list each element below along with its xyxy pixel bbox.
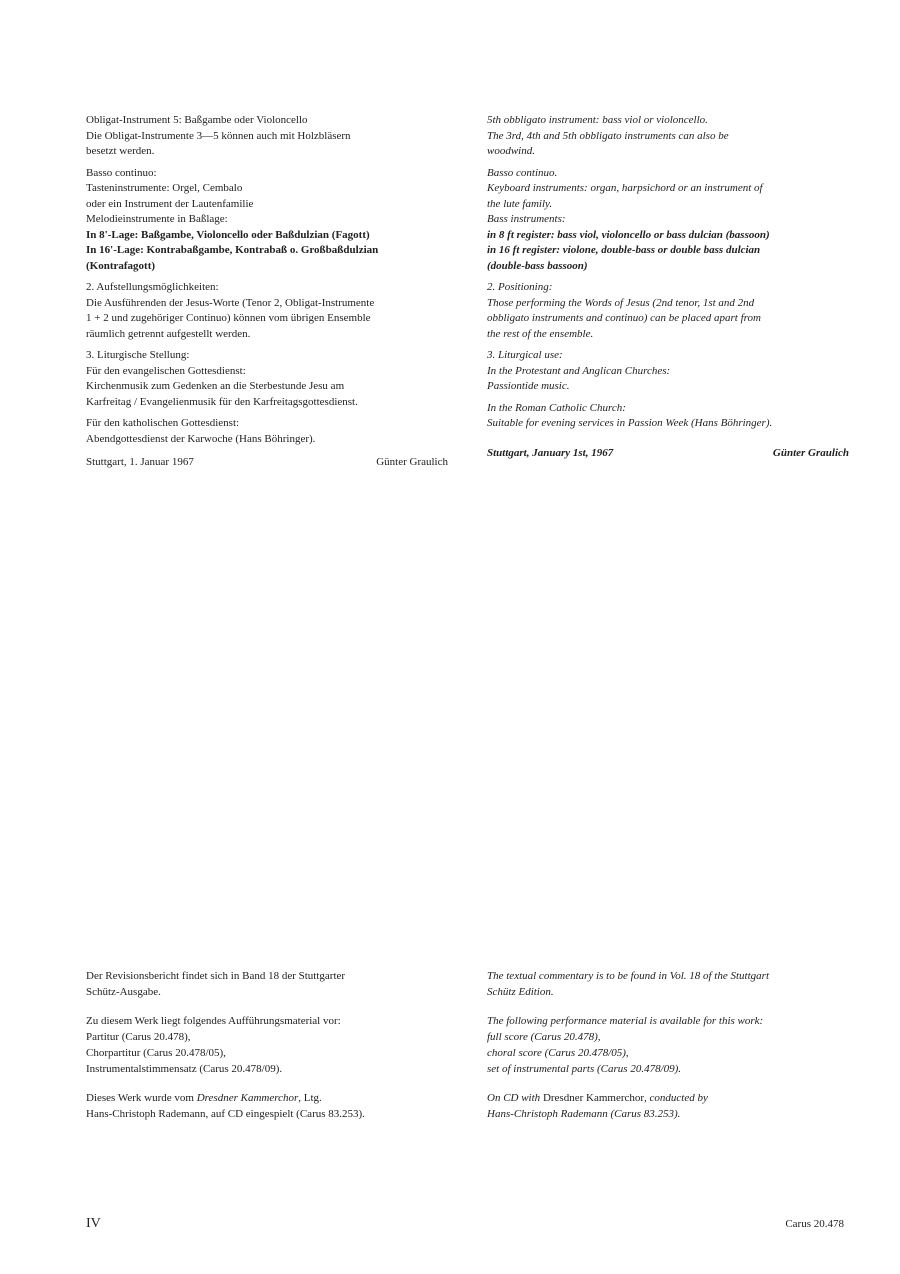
catholic-heading: Für den katholischen Gottesdienst:: [86, 417, 240, 429]
sixteen-ft-line: in 16 ft register: violone, double-bass or double bass dulcian: [487, 244, 761, 256]
positioning-line: obbligato instruments and continuo) can be placed apart from: [487, 312, 761, 324]
continuo-heading: Basso continuo:: [86, 166, 157, 179]
keyboard-line: the lute family.: [487, 197, 553, 210]
positioning-heading: 2. Positioning:: [487, 281, 553, 293]
positioning-heading: 2. Aufstellungsmöglichkeiten:: [86, 281, 219, 293]
revision-line: Schütz-Ausgabe.: [86, 986, 161, 998]
material-heading: The following performance material is available for this work:: [487, 1015, 764, 1027]
liturgical-heading: 3. Liturgical use:: [487, 349, 563, 361]
double-bassoon-line: (double-bass bassoon): [487, 259, 588, 272]
obligat-note-line: besetzt werden.: [86, 145, 155, 157]
eight-ft-line: In 8'-Lage: Baßgambe, Violoncello oder Baßdulzian (Fagott): [86, 228, 370, 241]
obligat-note-line: woodwind.: [487, 145, 535, 157]
cd-suffix: , conducted by: [644, 1092, 708, 1104]
material-item: set of instrumental parts (Carus 20.478/09).: [487, 1063, 682, 1075]
author-name: Günter Graulich: [772, 446, 849, 459]
positioning-line: Die Ausführenden der Jesus-Worte (Tenor 2, Obligat-Instrumente: [86, 296, 375, 309]
revision-paragraph: [487, 968, 857, 1000]
liturgical-heading: 3. Liturgische Stellung:: [86, 349, 190, 361]
sixteen-ft-line: In 16'-Lage: Kontrabaßgambe, Kontrabaß o. Großbaßdulzian: [86, 244, 379, 256]
positioning-line: räumlich getrennt aufgestellt werden.: [86, 327, 251, 340]
catholic-line: Suitable for evening services in Passion Week (Hans Böhringer).: [487, 417, 773, 429]
catholic-heading: In the Roman Catholic Church:: [487, 401, 626, 414]
material-paragraph: [86, 1013, 456, 1077]
material-item: Partitur (Carus 20.478),: [86, 1031, 191, 1043]
cd-paragraph: [487, 1090, 857, 1122]
positioning-line: 1 + 2 und zugehöriger Continuo) können vom übrigen Ensemble: [86, 312, 371, 324]
protestant-line: Passiontide music.: [487, 380, 570, 392]
protestant-heading: In the Protestant and Anglican Churches:: [487, 364, 671, 377]
german-instrumentation-column: [86, 113, 448, 471]
revision-paragraph: [86, 968, 456, 1000]
german-publishing-notes: [86, 968, 456, 1135]
material-paragraph: [487, 1013, 857, 1077]
revision-line: Der Revisionsbericht findet sich in Band 18 der Stuttgarter: [86, 970, 346, 982]
cd-line: Hans-Christoph Rademann, auf CD eingespielt (Carus 83.253).: [86, 1108, 365, 1120]
cd-choir: Dresdner Kammerchor: [196, 1092, 299, 1104]
obligat-5-line: Obligat-Instrument 5: Baßgambe oder Violoncello: [86, 114, 308, 126]
place-date: Stuttgart, January 1st, 1967: [487, 446, 614, 459]
cd-suffix: , Ltg.: [298, 1092, 322, 1104]
english-publishing-notes: [487, 968, 857, 1135]
keyboard-line: Tasteninstrumente: Orgel, Cembalo: [86, 182, 243, 194]
cd-line: Hans-Christoph Rademann (Carus 83.253).: [487, 1108, 681, 1120]
catalog-number: Carus 20.478: [785, 1218, 844, 1230]
eight-ft-line: in 8 ft register: bass viol, violoncello or bass dulcian (bassoon): [487, 228, 770, 241]
cd-prefix: Dieses Werk wurde vom: [86, 1092, 197, 1104]
obligat-note-line: Die Obligat-Instrumente 3—5 können auch mit Holzbläsern: [86, 129, 351, 142]
protestant-heading: Für den evangelischen Gottesdienst:: [86, 364, 246, 377]
material-heading: Zu diesem Werk liegt folgendes Aufführungsmaterial vor:: [86, 1015, 341, 1027]
cd-paragraph: [86, 1090, 456, 1122]
continuo-heading: Basso continuo.: [487, 166, 558, 179]
material-item: Instrumentalstimmensatz (Carus 20.478/09).: [86, 1063, 283, 1075]
signature-row: [86, 455, 448, 471]
protestant-line: Karfreitag / Evangelienmusik für den Karfreitagsgottesdienst.: [86, 395, 358, 408]
material-item: Chorpartitur (Carus 20.478/05),: [86, 1047, 226, 1059]
place-date: Stuttgart, 1. Januar 1967: [86, 456, 194, 468]
protestant-line: Kirchenmusik zum Gedenken an die Sterbestunde Jesu am: [86, 380, 345, 392]
material-item: choral score (Carus 20.478/05),: [487, 1047, 629, 1059]
kontrafagott-line: (Kontrafagott): [86, 259, 156, 272]
material-item: full score (Carus 20.478),: [487, 1031, 601, 1043]
revision-line: The textual commentary is to be found in Vol. 18 of the Stuttgart: [487, 970, 769, 982]
cd-prefix: On CD with: [487, 1092, 543, 1104]
obligat-note-line: The 3rd, 4th and 5th obbligato instruments can also be: [487, 129, 729, 142]
english-instrumentation-column: [487, 113, 849, 461]
revision-line: Schütz Edition.: [487, 986, 554, 998]
obligat-5-line: 5th obbligato instrument: bass viol or violoncello.: [487, 114, 708, 126]
page-number: IV: [86, 1216, 101, 1231]
bass-heading: Bass instruments:: [487, 213, 566, 225]
catholic-line: Abendgottesdienst der Karwoche (Hans Böhringer).: [86, 432, 316, 445]
lute-line: oder ein Instrument der Lautenfamilie: [86, 197, 254, 210]
cd-choir: Dresdner Kammerchor: [542, 1092, 645, 1104]
signature-row: [487, 446, 849, 462]
author-name: Günter Graulich: [376, 456, 448, 468]
positioning-line: Those performing the Words of Jesus (2nd tenor, 1st and 2nd: [487, 296, 755, 309]
melody-line: Melodieinstrumente in Baßlage:: [86, 213, 228, 225]
keyboard-line: Keyboard instruments: organ, harpsichord or an instrument of: [487, 182, 763, 194]
positioning-line: the rest of the ensemble.: [487, 327, 594, 340]
